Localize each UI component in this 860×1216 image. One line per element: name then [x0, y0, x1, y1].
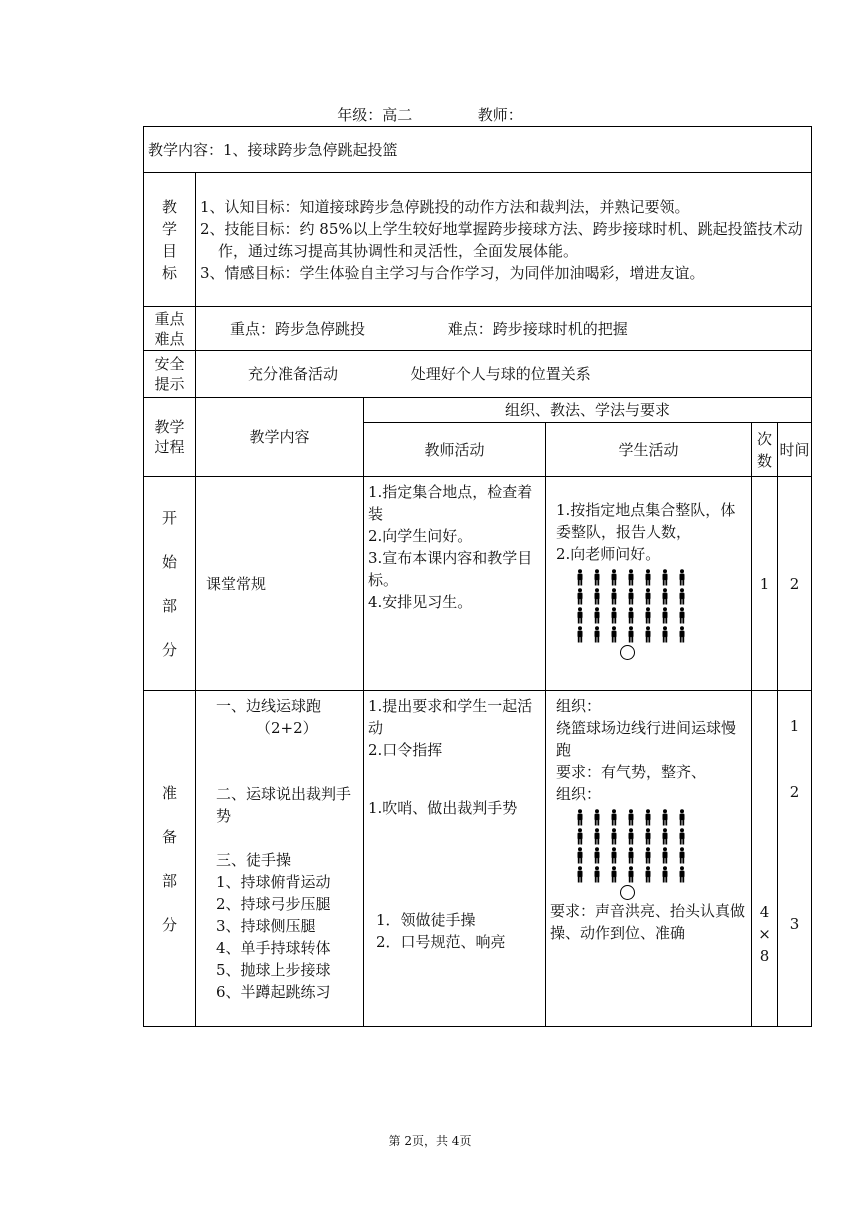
student-figure-icon: [640, 847, 656, 864]
goal-item: 3、情感目标：学生体验自主学习与合作学习，为同伴加油喝彩，增进友谊。: [200, 263, 705, 282]
teacher-activity-header: 教师活动: [364, 423, 546, 477]
student-figure-icon: [589, 847, 605, 864]
page-footer: 第 2页，共 4页: [388, 1134, 472, 1148]
student-figure-icon: [657, 809, 673, 826]
student-figure-icon: [640, 569, 656, 586]
student-figure-icon: [657, 588, 673, 605]
prep-student-activity: 组织： 绕篮球场边线行进间运球慢跑 要求：有气势，整齐、 组织： 要求：声音洪亮、抬头认真做操、动作到位、准确: [546, 691, 752, 1027]
student-figure-icon: [572, 828, 588, 845]
methods-header: 组织、教法、学法与要求: [364, 398, 812, 423]
student-figure-icon: [589, 569, 605, 586]
student-figure-icon: [674, 847, 690, 864]
student-figure-icon: [623, 588, 639, 605]
safety-item: 充分准备活动: [248, 365, 339, 383]
student-figure-icon: [589, 607, 605, 624]
student-figure-icon: [657, 866, 673, 883]
safety-label: 安全提示: [144, 351, 196, 398]
duration-header: 时间: [778, 423, 812, 477]
student-figure-icon: [657, 847, 673, 864]
student-figure-icon: [640, 809, 656, 826]
student-figure-icon: [589, 828, 605, 845]
student-figure-icon: [657, 607, 673, 624]
teacher-label: 教师：: [477, 106, 523, 124]
student-figure-icon: [674, 828, 690, 845]
safety-item: 处理好个人与球的位置关系: [410, 365, 591, 383]
header: [0, 104, 860, 125]
student-figure-icon: [657, 828, 673, 845]
key-points-cell: [196, 307, 812, 351]
teacher-position-icon: [620, 885, 635, 900]
goal-item: 2、技能目标：约 85%以上学生较好地掌握跨步接球方法、跨步接球时机、跳起投篮技术动作，通过练习提高其协调性和灵活性，全面发展体能。: [200, 219, 803, 260]
lesson-plan-table: [143, 126, 812, 1027]
grade-label: 年级：高二: [337, 106, 413, 124]
goals-list: [196, 173, 812, 307]
key-point: 重点：跨步急停跳投: [230, 319, 366, 338]
student-figure-icon: [623, 626, 639, 643]
difficult-point: 难点：跨步接球时机的把握: [447, 319, 628, 338]
student-figure-icon: [674, 607, 690, 624]
student-figure-icon: [623, 866, 639, 883]
student-figure-icon: [572, 847, 588, 864]
student-figure-icon: [640, 626, 656, 643]
student-figure-icon: [572, 866, 588, 883]
student-figure-icon: [572, 809, 588, 826]
start-times: 1: [752, 477, 778, 691]
start-teacher-activity: 1.指定集合地点，检查着装 2.向学生问好。 3.宣布本课内容和教学目标。 4.安排见习生。: [364, 477, 546, 691]
student-figure-icon: [623, 809, 639, 826]
start-content: 课堂常规: [196, 477, 364, 691]
start-duration: 2: [778, 477, 812, 691]
prep-label: 准 备 部 分: [144, 691, 196, 1027]
student-figure-icon: [674, 569, 690, 586]
student-formation: [572, 809, 747, 883]
student-figure-icon: [606, 847, 622, 864]
student-figure-icon: [606, 828, 622, 845]
key-points-label: 重点难点: [144, 307, 196, 351]
prep-section-row: [144, 691, 812, 1027]
student-figure-icon: [640, 828, 656, 845]
student-figure-icon: [657, 626, 673, 643]
student-figure-icon: [606, 866, 622, 883]
key-points-row: [144, 307, 812, 351]
student-figure-icon: [623, 847, 639, 864]
times-header: 次数: [752, 423, 778, 477]
student-figure-icon: [623, 569, 639, 586]
process-header-row: [144, 398, 812, 423]
student-figure-icon: [606, 607, 622, 624]
student-figure-icon: [589, 809, 605, 826]
student-figure-icon: [606, 626, 622, 643]
goals-row: [144, 173, 812, 307]
student-figure-icon: [589, 588, 605, 605]
student-figure-icon: [674, 866, 690, 883]
student-figure-icon: [572, 588, 588, 605]
student-figure-icon: [640, 588, 656, 605]
student-figure-icon: [606, 809, 622, 826]
process-label: 教学过程: [144, 398, 196, 477]
prep-content: 一、边线运球跑 （2+2） 二、运球说出裁判手势 三、徒手操 1、持球俯背运动 2、持球弓步压腿 3、持球侧压腿 4、单手持球转体 5、抛球上步接球 6、半蹲起跳练习: [196, 691, 364, 1027]
student-figure-icon: [589, 866, 605, 883]
student-figure-icon: [572, 569, 588, 586]
student-figure-icon: [623, 828, 639, 845]
student-figure-icon: [640, 866, 656, 883]
student-figure-icon: [606, 588, 622, 605]
start-label: 开 始 部 分: [144, 477, 196, 691]
start-section-row: [144, 477, 812, 691]
student-figure-icon: [589, 626, 605, 643]
goal-item: 1、认知目标：知道接球跨步急停跳投的动作方法和裁判法，并熟记要领。: [200, 197, 690, 216]
student-figure-icon: [657, 569, 673, 586]
safety-row: [144, 351, 812, 398]
start-student-activity: 1.按指定地点集合整队，体委整队，报告人数， 2.向老师问好。: [546, 477, 752, 691]
student-figure-icon: [572, 626, 588, 643]
student-figure-icon: [572, 607, 588, 624]
content-row: [144, 127, 812, 173]
student-figure-icon: [606, 569, 622, 586]
prep-teacher-activity: 1.提出要求和学生一起活动 2.口令指挥 1.吹哨、做出裁判手势 1．领做徒手操 2．口号规范、响亮: [364, 691, 546, 1027]
content-cell: 教学内容：1、接球跨步急停跳起投篮: [144, 127, 812, 173]
student-figure-icon: [674, 588, 690, 605]
student-figure-icon: [640, 607, 656, 624]
student-activity-header: 学生活动: [546, 423, 752, 477]
teacher-position-icon: [620, 645, 635, 660]
student-figure-icon: [623, 607, 639, 624]
prep-times: 4 × 8: [752, 691, 778, 1027]
content-header: 教学内容: [196, 398, 364, 477]
prep-duration: 1 2 3: [778, 691, 812, 1027]
goals-label: 教 学 目 标: [144, 173, 196, 307]
student-formation: [572, 569, 747, 643]
student-figure-icon: [674, 809, 690, 826]
student-figure-icon: [674, 626, 690, 643]
safety-cell: [196, 351, 812, 398]
